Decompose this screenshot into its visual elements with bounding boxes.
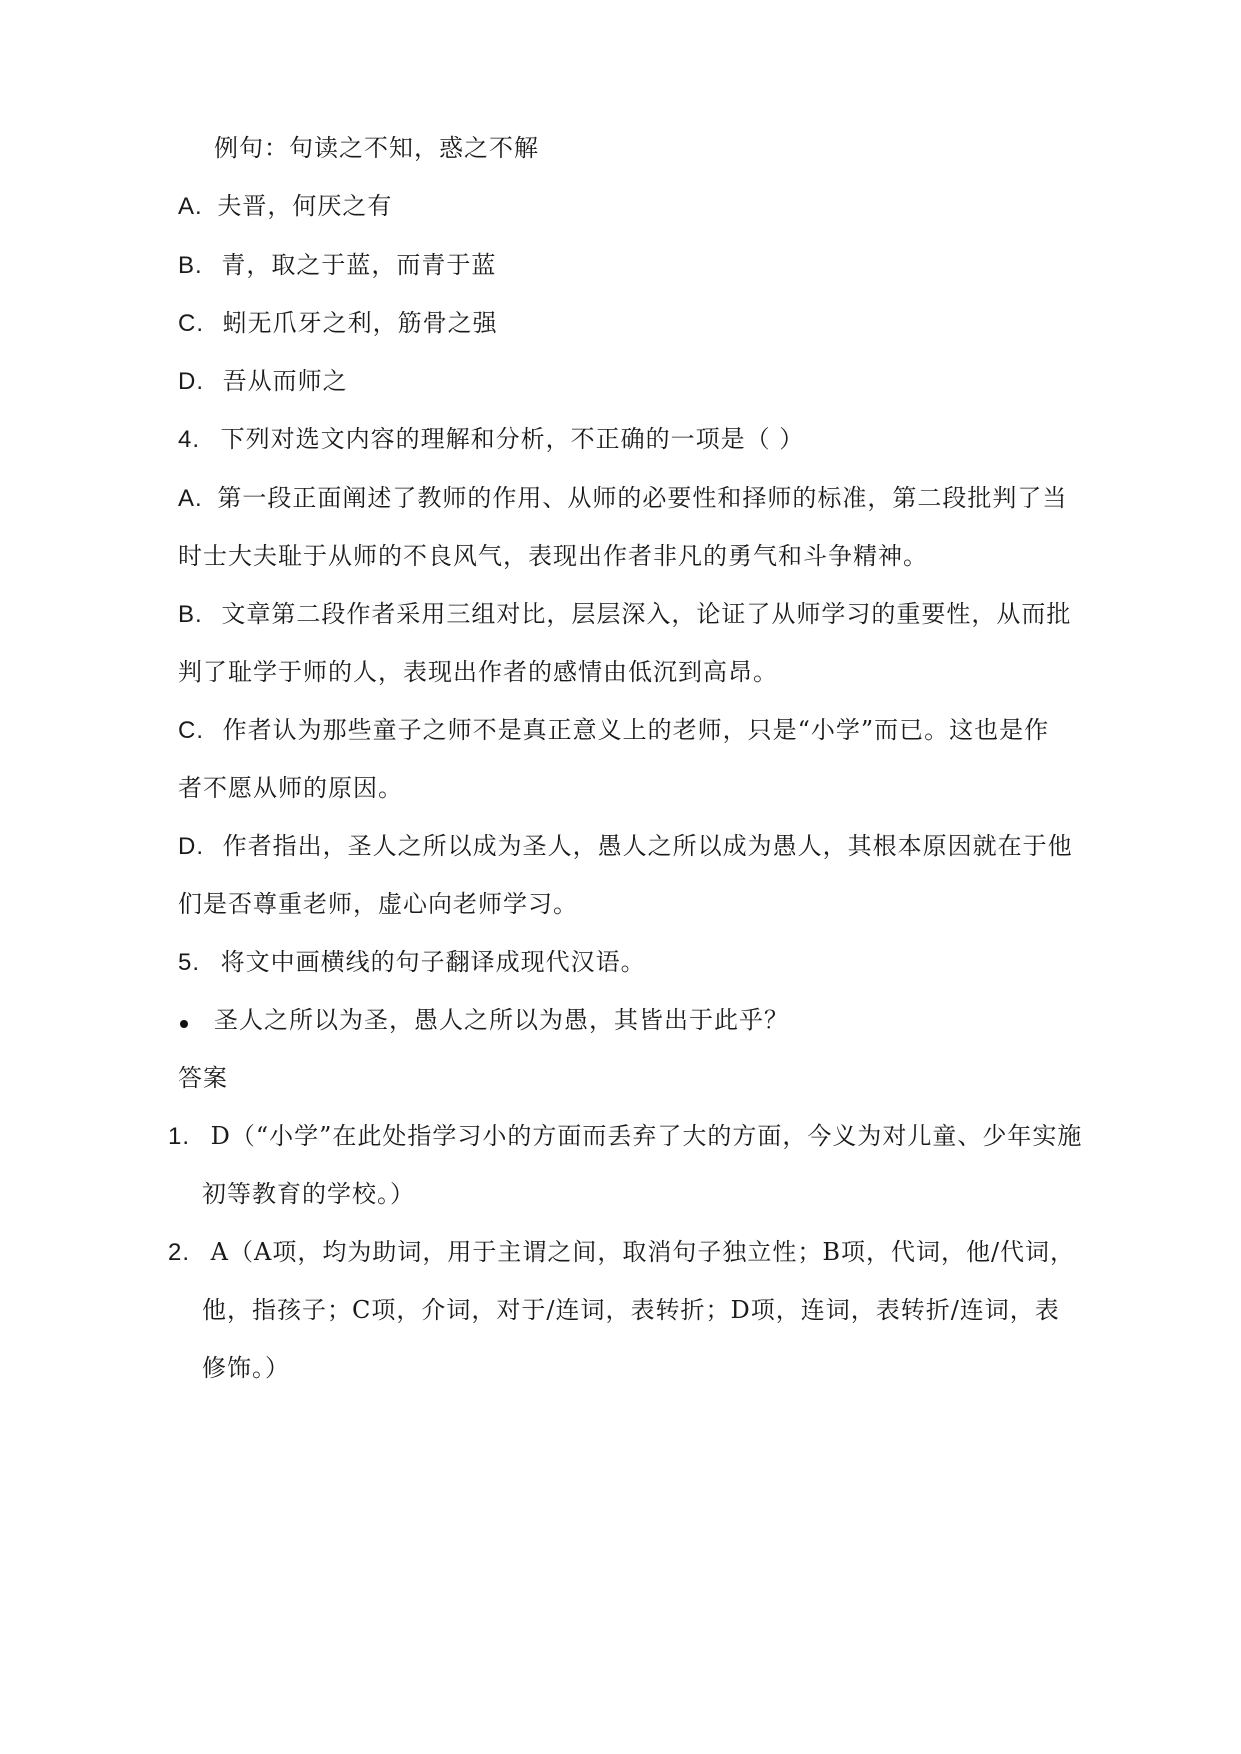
option-text: 文章第二段作者采用三组对比，层层深入，论证了从师学习的重要性，从而批 — [221, 600, 1072, 628]
q4-option-a-line1 — [178, 482, 1067, 515]
option-marker: C. — [178, 717, 204, 744]
answer-2-line3: 修饰。） — [202, 1354, 290, 1382]
option-text: 作者指出，圣人之所以成为圣人，愚人之所以成为愚人，其根本原因就在于他 — [222, 832, 1073, 860]
option-text: 吾从而师之 — [222, 367, 348, 395]
answer-text: D（“小学”在此处指学习小的方面而丢弃了大的方面，今义为对儿童、少年实施 — [210, 1122, 1083, 1150]
bullet-icon — [180, 1020, 188, 1028]
q4-option-d-line2: 们是否尊重老师，虚心向老师学习。 — [178, 890, 578, 918]
answer-text: A（A项，均为助词，用于主谓之间，取消句子独立性；B项，代词，他/代词， — [210, 1238, 1076, 1266]
option-text: 青，取之于蓝，而青于蓝 — [221, 251, 497, 279]
example-sentence: 例句：句读之不知，惑之不解 — [214, 134, 539, 162]
option-marker: B. — [178, 601, 203, 628]
question-number: 4. — [178, 426, 201, 453]
q3-option-c — [178, 307, 498, 340]
option-marker: B. — [178, 252, 203, 279]
option-marker: C. — [178, 310, 204, 337]
q4-option-a-line2: 时士大夫耻于从师的不良风气，表现出作者非凡的勇气和斗争精神。 — [178, 542, 928, 570]
option-marker: A. — [178, 193, 203, 220]
q4-option-b-line2: 判了耻学于师的人，表现出作者的感情由低沉到高昂。 — [178, 658, 778, 686]
q4-option-c-line2: 者不愿从师的原因。 — [178, 774, 403, 802]
option-marker: A. — [178, 485, 203, 512]
q3-option-a — [178, 190, 392, 223]
q4-option-b-line1 — [178, 598, 1071, 631]
option-text: 作者认为那些童子之师不是真正意义上的老师，只是“小学”而已。这也是作 — [222, 716, 1050, 744]
answer-number: 1. — [168, 1123, 191, 1150]
q3-option-d — [178, 365, 348, 398]
q4-option-c-line1 — [178, 714, 1049, 747]
answer-number: 2. — [168, 1239, 191, 1266]
q3-option-b — [178, 249, 496, 282]
answer-1-line2: 初等教育的学校。） — [202, 1180, 415, 1208]
question-number: 5. — [178, 949, 201, 976]
option-text: 第一段正面阐述了教师的作用、从师的必要性和择师的标准，第二段批判了当 — [217, 484, 1068, 512]
question-text: 将文中画横线的句子翻译成现代汉语。 — [220, 948, 646, 976]
q5-sentence: 圣人之所以为圣，愚人之所以为愚，其皆出于此乎？ — [214, 1006, 789, 1034]
question-text: 下列对选文内容的理解和分析，不正确的一项是（ ） — [220, 425, 805, 453]
q4-stem — [178, 423, 804, 456]
option-marker: D. — [178, 368, 204, 395]
answer-2-line2: 他，指孩子；C项，介词，对于/连词，表转折；D项，连词，表转折/连词，表 — [202, 1296, 1060, 1324]
q5-stem — [178, 946, 646, 979]
option-text: 蚓无爪牙之利，筋骨之强 — [222, 309, 498, 337]
answers-heading: 答案 — [178, 1064, 228, 1092]
option-marker: D. — [178, 833, 204, 860]
answer-1-line1 — [168, 1120, 1082, 1153]
option-text: 夫晋，何厌之有 — [217, 192, 393, 220]
answer-2-line1 — [168, 1236, 1075, 1269]
q4-option-d-line1 — [178, 830, 1073, 863]
